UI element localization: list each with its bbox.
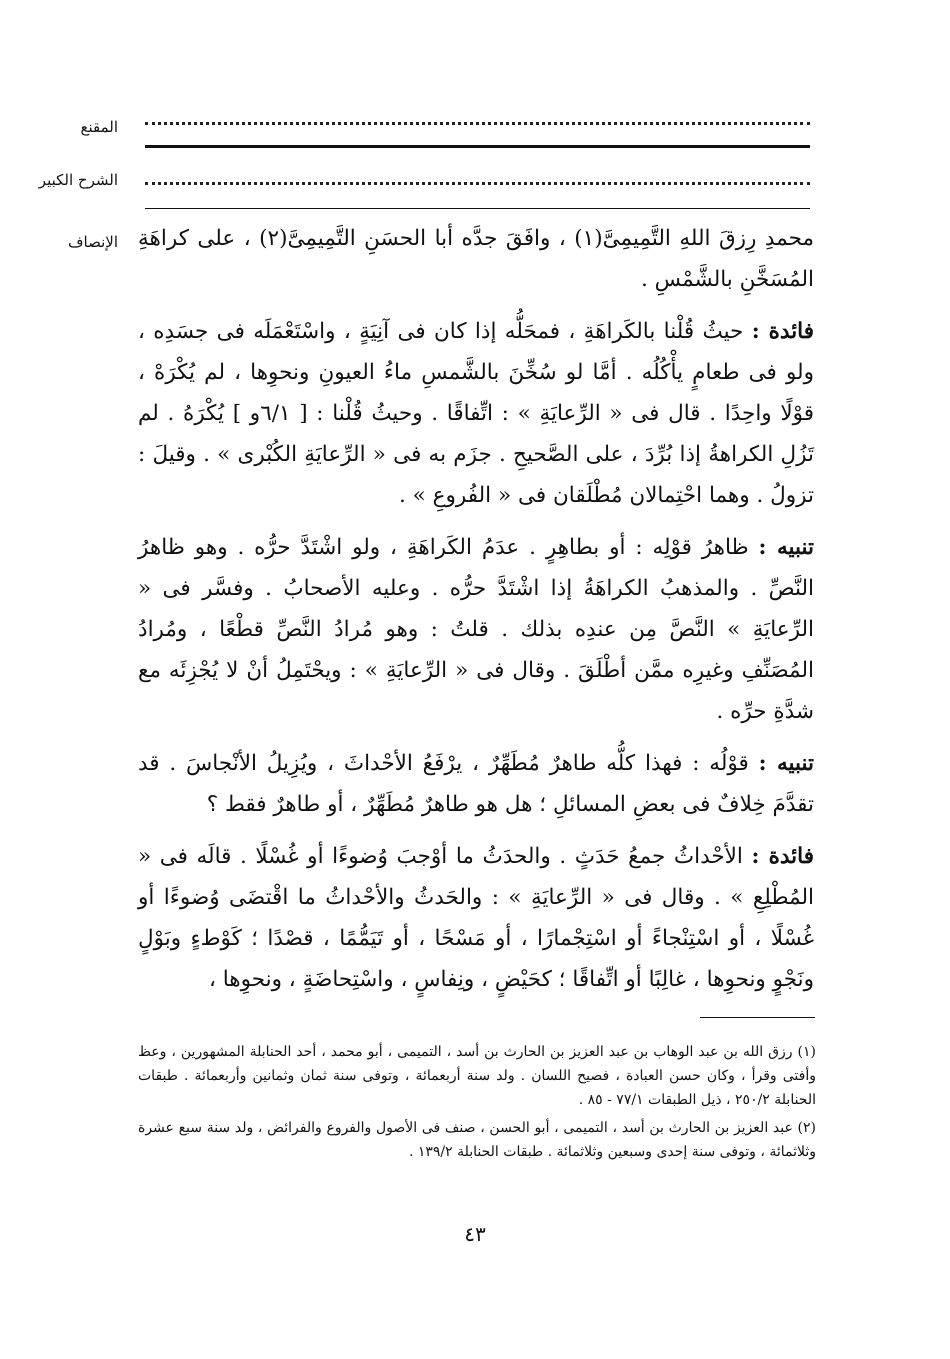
- footnote-separator: [700, 1017, 815, 1018]
- tanbih-heading-2: تنبيه :: [758, 751, 814, 776]
- label-muqni: المقنع: [80, 118, 118, 136]
- footnote-1: (١) رزق الله بن عبد الوهاب بن عبد العزيز بن الحارث بن أسد ، التميمى ، أبو محمد ، أحد الحنابلة المشهورين ، وعظ وأفتى وقرأ ، وكان حسن العبادة ، فصيح اللسان . ولد سنة أربعمائة ، وتوفى سنة ثمان وثمانين وأربعمائة . طبقات الحنابلة ٢٥٠/٢ ، ذيل الطبقات ٧٧/١ - ٨٥ .: [138, 1044, 816, 1108]
- faida-heading-2: فائدة :: [751, 844, 814, 869]
- sharh-dotted-line: [145, 172, 810, 185]
- main-text: [138, 218, 814, 1011]
- paragraph-4: [138, 743, 814, 825]
- paragraph-2: [138, 311, 814, 516]
- muqni-dotted-line: [145, 112, 810, 125]
- faida-heading: فائدة :: [751, 319, 815, 344]
- label-insaf: الإنصاف: [67, 233, 118, 251]
- paragraph-1-text: محمدِ رِزقَ اللهِ التَّمِيمِىَّ(١) ، وافَقَ جدَّه أبا الحسَنِ التَّمِيمِىَّ(٢) ، على كراهَةِ المُسَخَّنِ بالشَّمْسِ .: [138, 226, 814, 292]
- label-sharh-kabir: الشرح الكبير: [38, 171, 118, 189]
- paragraph-5: [138, 836, 814, 1000]
- tanbih-heading: تنبيه :: [758, 535, 814, 560]
- paragraph-2-text: حيثُ قُلْنا بالكَراهَةِ ، فمحَلُّه إذا كان فى آنِيَةٍ ، واسْتَعْمَلَه فى جسَدِه ، ولو فى طعامٍ يأْكُلُه . أمَّا لو سُخِّنَ بالشَّمسِ ماءُ العيونِ ونحوِها ، لم يُكْرَهْ ، قوْلًا واحِدًا . قال فى « الرِّعايَةِ » : اتِّفاقًا . وحيثُ قُلْنا : [ ٦/١و ] يُكْرَهُ . لم تَزُلِ الكراهةُ إذا بُرِّدَ ، على الصَّحيحِ . جزَم به فى « الرِّعايَةِ الكُبْرى » . وقيلَ : تزولُ . وهما احْتِمالان مُطْلَقان فى « الفُروعِ » .: [138, 319, 814, 508]
- paragraph-5-text: الأحْداثُ جمعُ حَدَثٍ . والحدَثُ ما أوْجبَ وُضوءًا أو غُسْلًا . قالَه فى « المُطْلِعِ » . وقال فى « الرِّعايَةِ » : والحَدثُ والأحْداثُ ما اقْتضَى وُضوءًا أو غُسْلًا ، أو اسْتِنْجاءً أو اسْتِجْمارًا ، أو مَسْحًا ، أو تَيَمُّمًا ، قصْدًا ؛ كَوْطءٍ وبَوْلٍ ونَجْوٍ ونحوِها ، غالِبًا أو اتِّفاقًا ؛ كحَيْضٍ ، ونِفاسٍ ، واسْتِحاضَةٍ ، ونحوِها ،: [138, 844, 814, 992]
- page-number: ٤٣: [464, 1222, 486, 1246]
- paragraph-4-text: قوْلُه : فهذا كلُّه طاهرٌ مُطَهِّرٌ ، يرْفَعُ الأحْداثَ ، ويُزِيلُ الأنْجاسَ . قد تقدَّمَ خِلافٌ فى بعضِ المسائلِ ؛ هل هو طاهرٌ مُطَهِّرٌ ، أو طاهرٌ فقط ؟: [138, 751, 814, 817]
- footnotes: [138, 1040, 816, 1168]
- paragraph-1: [138, 218, 814, 300]
- paragraph-3: [138, 527, 814, 732]
- paragraph-3-text: ظاهرُ قوْلِه : أو بطاهِرٍ . عدَمُ الكَراهَةِ ، ولو اشْتَدَّ حرُّه . وهو ظاهرُ النَّصِّ . والمذهبُ الكراهَةُ إذا اشْتَدَّ حرُّه . وعليه الأصحابُ . وفسَّر فى « الرِّعايَةِ » النَّصَّ مِن عندِه بذلك . قلتُ : وهو مُرادُ النَّصِّ قطْعًا ، ومُرادُ المُصَنِّفِ وغيرِه ممَّن أطْلَقَ . وقال فى « الرِّعايَةِ » : ويحْتَمِلُ أنْ لا يُجْزِئَه مع شدَّةِ حرِّه .: [138, 535, 814, 724]
- footnote-2: (٢) عبد العزيز بن الحارث بن أسد ، التميمى ، أبو الحسن ، صنف فى الأصول والفروع والفرائض ، ولد سنة سبع عشرة وثلاثمائة ، وتوفى سنة إحدى وسبعين وثلاثمائة . طبقات الحنابلة ١٣٩/٢ .: [138, 1120, 816, 1160]
- header-rule-thin: [145, 208, 810, 209]
- header-rule-thick: [145, 145, 810, 148]
